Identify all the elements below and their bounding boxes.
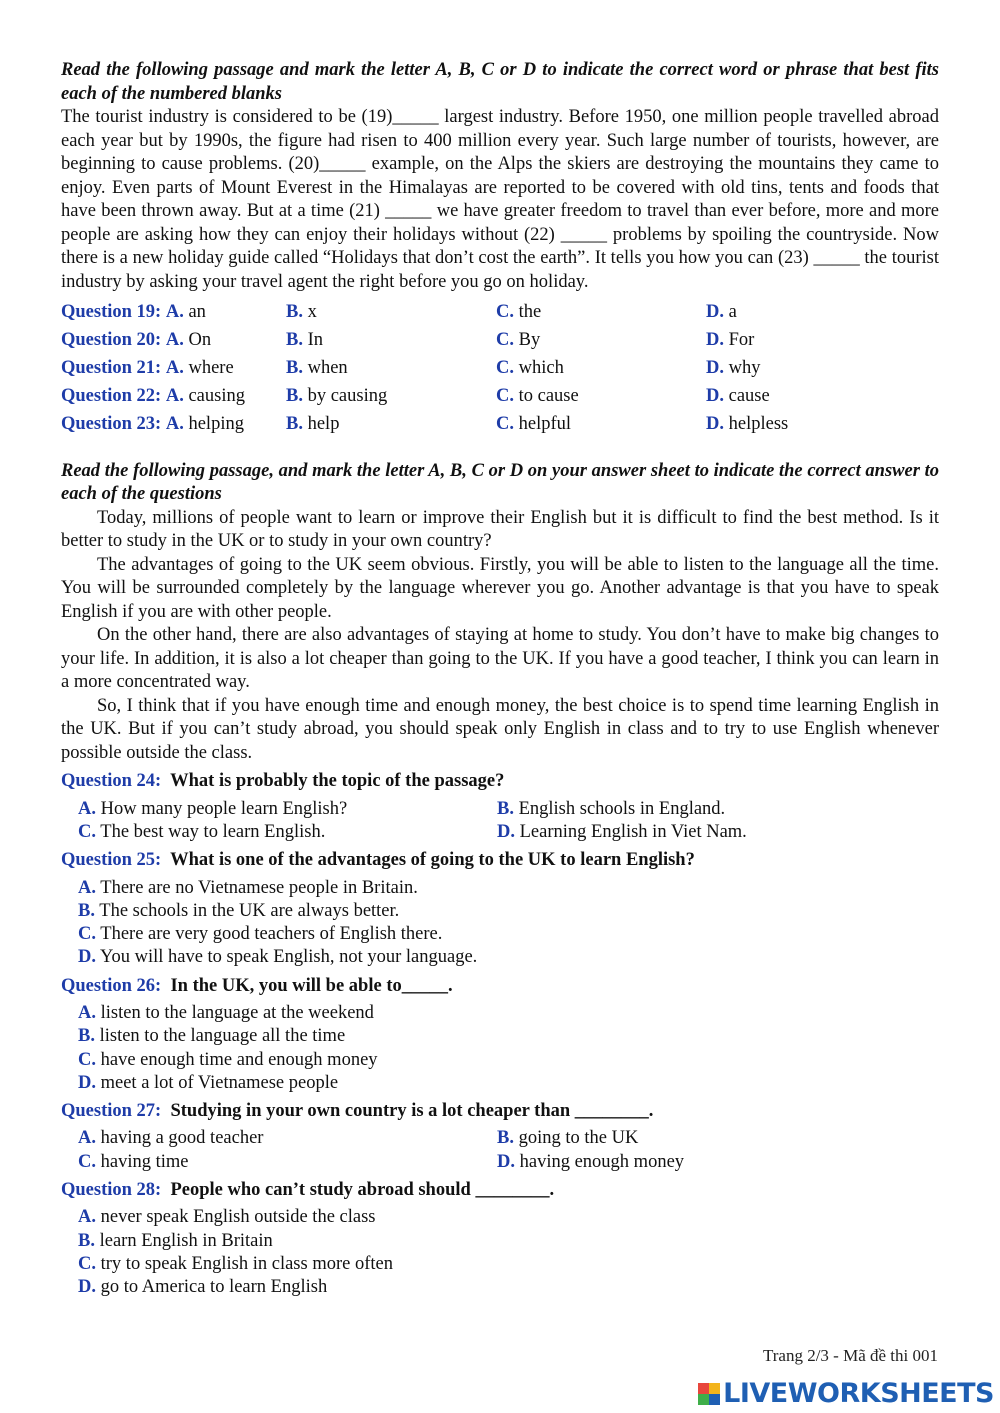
- question-24-options: [61, 798, 939, 844]
- option-text[interactable]: where: [188, 357, 234, 378]
- option-text: You will have to speak English, not your language.: [99, 947, 478, 968]
- answer-option[interactable]: [78, 1151, 497, 1174]
- option-text: have enough time and enough money: [100, 1049, 378, 1070]
- answer-option[interactable]: [78, 821, 497, 844]
- section2-instruction: Read the following passage, and mark the letter A, B, C or D on your answer sheet to indicate the correct answer to each of the questions: [61, 460, 939, 505]
- option-text[interactable]: helpful: [518, 414, 572, 435]
- question-label: Question 24:: [61, 771, 162, 792]
- question-25-heading: [61, 849, 939, 873]
- question-27-heading: [61, 1100, 939, 1124]
- answer-option[interactable]: [78, 1127, 497, 1150]
- section1-instruction: Read the following passage and mark the letter A, B, C or D to indicate the correct word or phrase that best fits each of the numbered blanks: [61, 60, 939, 104]
- option-letter[interactable]: D.: [706, 414, 724, 435]
- option-text: Learning English in Viet Nam.: [519, 822, 747, 843]
- question-26-heading: [61, 975, 939, 999]
- option-letter: A.: [78, 1003, 96, 1024]
- section1-question-grid: [61, 298, 939, 439]
- question-label: Question 22:: [61, 386, 162, 407]
- option-letter[interactable]: C.: [496, 357, 514, 378]
- question-row-21: [61, 354, 939, 382]
- option-letter: A.: [78, 1207, 96, 1228]
- answer-option[interactable]: [78, 1230, 939, 1253]
- option-text: How many people learn English?: [100, 798, 348, 819]
- option-text: going to the UK: [518, 1128, 639, 1149]
- option-letter: A.: [78, 798, 96, 819]
- option-text[interactable]: an: [188, 301, 206, 322]
- option-text: try to speak English in class more often: [100, 1253, 393, 1274]
- option-letter: C.: [78, 822, 96, 843]
- option-text[interactable]: why: [728, 357, 761, 378]
- option-text[interactable]: to cause: [518, 386, 579, 407]
- answer-option[interactable]: [78, 900, 939, 923]
- answer-option[interactable]: [78, 877, 939, 900]
- option-text[interactable]: x: [307, 301, 317, 322]
- option-letter: C.: [78, 1049, 96, 1070]
- option-text: go to America to learn English: [100, 1276, 328, 1297]
- option-letter[interactable]: C.: [496, 301, 514, 322]
- option-text[interactable]: helping: [188, 414, 244, 435]
- question-stem: People who can’t study abroad should ________.: [170, 1179, 555, 1200]
- option-text: The best way to learn English.: [100, 822, 326, 843]
- option-text[interactable]: the: [518, 301, 542, 322]
- question-24-heading: [61, 770, 939, 794]
- option-text[interactable]: a: [728, 301, 737, 322]
- question-label: Question 23:: [61, 414, 162, 435]
- question-stem: Studying in your own country is a lot cheaper than ________.: [170, 1100, 654, 1121]
- answer-option[interactable]: [78, 923, 939, 946]
- option-letter: C.: [78, 924, 96, 945]
- question-28-options: [61, 1206, 939, 1299]
- option-text: listen to the language all the time: [99, 1026, 346, 1047]
- question-label: Question 20:: [61, 329, 162, 350]
- option-letter: A.: [78, 877, 96, 898]
- question-28-heading: [61, 1179, 939, 1203]
- question-stem: What is probably the topic of the passage?: [170, 771, 505, 792]
- option-text[interactable]: helpless: [728, 414, 789, 435]
- option-letter[interactable]: B.: [286, 414, 303, 435]
- option-letter: C.: [78, 1253, 96, 1274]
- option-text[interactable]: In: [307, 329, 324, 350]
- question-label: Question 26:: [61, 975, 162, 996]
- option-text[interactable]: cause: [728, 386, 770, 407]
- liveworksheets-logo: [698, 1378, 994, 1409]
- option-text[interactable]: which: [518, 357, 564, 378]
- answer-option[interactable]: [78, 946, 939, 969]
- option-text: The schools in the UK are always better.: [99, 901, 400, 922]
- option-text[interactable]: when: [307, 357, 348, 378]
- passage-paragraph: Today, millions of people want to learn or improve their English but it is difficult to find the best method. Is it better to study in the UK or to study in your own country?: [61, 507, 939, 552]
- option-text: There are very good teachers of English there.: [100, 924, 443, 945]
- question-27-options: [61, 1127, 939, 1173]
- answer-option[interactable]: [78, 1072, 939, 1095]
- option-letter: A.: [78, 1128, 96, 1149]
- answer-option[interactable]: [78, 1025, 939, 1048]
- question-label: Question 19:: [61, 301, 162, 322]
- option-letter: B.: [497, 1128, 514, 1149]
- answer-option[interactable]: [497, 1151, 897, 1174]
- option-text[interactable]: On: [188, 329, 212, 350]
- option-letter: C.: [78, 1151, 96, 1172]
- option-letter[interactable]: A.: [165, 301, 184, 322]
- question-label: Question 28:: [61, 1179, 162, 1200]
- option-letter: D.: [78, 1276, 96, 1297]
- answer-option[interactable]: [497, 1127, 897, 1150]
- option-letter[interactable]: A.: [165, 386, 184, 407]
- question-row-22: [61, 383, 939, 411]
- option-letter[interactable]: C.: [496, 386, 514, 407]
- question-row-19: [61, 298, 939, 326]
- option-letter: D.: [78, 1072, 96, 1093]
- option-letter[interactable]: D.: [706, 357, 724, 378]
- option-letter: D.: [497, 822, 515, 843]
- question-label: Question 27:: [61, 1100, 162, 1121]
- answer-option[interactable]: [78, 1276, 939, 1299]
- section1-passage: The tourist industry is considered to be (19)_____ largest industry. Before 1950, one million people travelled abroad each year but by 1990s, the figure had risen to 400 million every year. Such large number of tourists, however, are beginning to cause problems. (20)_____ example, on the Alps the skiers are destroying the mountains they came to enjoy. Even parts of Mount Everest in the Himalayas are reported to be covered with old tins, tents and foods that have been thrown away. But at a time (21) _____ we have greater freedom to travel than ever before, more and more people are asking how they can enjoy their holidays without (22) _____ problems by spoiling the countryside. Now there is a new holiday guide called “Holidays that don’t cost the earth”. It tells you how you can (23) _____ the tourist industry by asking your travel agent the right before you go on holiday.: [61, 107, 939, 292]
- option-letter[interactable]: B.: [286, 329, 303, 350]
- passage-paragraph: So, I think that if you have enough time and enough money, the best choice is to spend time learning English in the UK. But if you can’t study abroad, you should speak only English in class and to try to use English whenever possible outside the class.: [61, 695, 939, 763]
- option-letter: B.: [78, 1230, 95, 1251]
- option-text[interactable]: By: [518, 329, 541, 350]
- answer-option[interactable]: [497, 798, 897, 821]
- option-letter[interactable]: D.: [706, 329, 724, 350]
- question-row-20: [61, 326, 939, 354]
- option-text[interactable]: causing: [188, 386, 245, 407]
- option-text: having a good teacher: [100, 1128, 264, 1149]
- answer-option[interactable]: [78, 798, 497, 821]
- answer-option[interactable]: [497, 821, 897, 844]
- passage-paragraph: The advantages of going to the UK seem obvious. Firstly, you will be able to listen to the language all the time. You will be surrounded completely by the language wherever you go. Another advantage is that you have to speak English if you are with other people.: [61, 554, 939, 622]
- option-letter: D.: [78, 947, 96, 968]
- option-text: listen to the language at the weekend: [100, 1003, 374, 1024]
- option-text: There are no Vietnamese people in Britain.: [100, 877, 418, 898]
- question-stem: What is one of the advantages of going to the UK to learn English?: [170, 850, 695, 871]
- option-letter[interactable]: D.: [706, 301, 724, 322]
- question-stem: In the UK, you will be able to_____.: [170, 975, 453, 996]
- page-footer: Trang 2/3 - Mã đề thi 001: [762, 1346, 938, 1365]
- option-letter[interactable]: B.: [286, 386, 303, 407]
- passage-paragraph: On the other hand, there are also advantages of staying at home to study. You don’t have to make big changes to your life. In addition, it is also a lot cheaper than going to the UK. If you have a good teacher, I think you can learn in a more concentrated way.: [61, 625, 939, 693]
- answer-option[interactable]: [78, 1206, 939, 1229]
- option-letter: B.: [497, 798, 514, 819]
- question-26-options: [61, 1002, 939, 1095]
- option-letter[interactable]: A.: [165, 357, 184, 378]
- option-text: having enough money: [519, 1151, 685, 1172]
- option-text[interactable]: by causing: [307, 386, 388, 407]
- option-letter[interactable]: B.: [286, 357, 303, 378]
- option-letter[interactable]: C.: [496, 414, 514, 435]
- question-row-23: [61, 411, 939, 439]
- option-letter: B.: [78, 1026, 95, 1047]
- question-25-options: [61, 877, 939, 970]
- question-label: Question 25:: [61, 850, 162, 871]
- option-text: never speak English outside the class: [100, 1207, 376, 1228]
- option-text: having time: [100, 1151, 189, 1172]
- option-letter[interactable]: A.: [165, 329, 184, 350]
- answer-option[interactable]: [78, 1049, 939, 1072]
- option-letter: B.: [78, 901, 95, 922]
- answer-option[interactable]: [78, 1253, 939, 1276]
- option-letter[interactable]: C.: [496, 329, 514, 350]
- answer-option[interactable]: [78, 1002, 939, 1025]
- option-text: meet a lot of Vietnamese people: [100, 1072, 339, 1093]
- option-text[interactable]: For: [728, 329, 755, 350]
- liveworksheets-logo-icon: [698, 1383, 720, 1405]
- option-letter[interactable]: A.: [165, 414, 184, 435]
- logo-text: LIVEWORKSHEETS: [723, 1378, 994, 1409]
- option-letter: D.: [497, 1151, 515, 1172]
- option-letter[interactable]: D.: [706, 386, 724, 407]
- worksheet-page: [61, 59, 939, 1299]
- option-text[interactable]: help: [307, 414, 340, 435]
- option-letter[interactable]: B.: [286, 301, 303, 322]
- question-label: Question 21:: [61, 357, 162, 378]
- option-text: English schools in England.: [518, 798, 726, 819]
- option-text: learn English in Britain: [99, 1230, 273, 1251]
